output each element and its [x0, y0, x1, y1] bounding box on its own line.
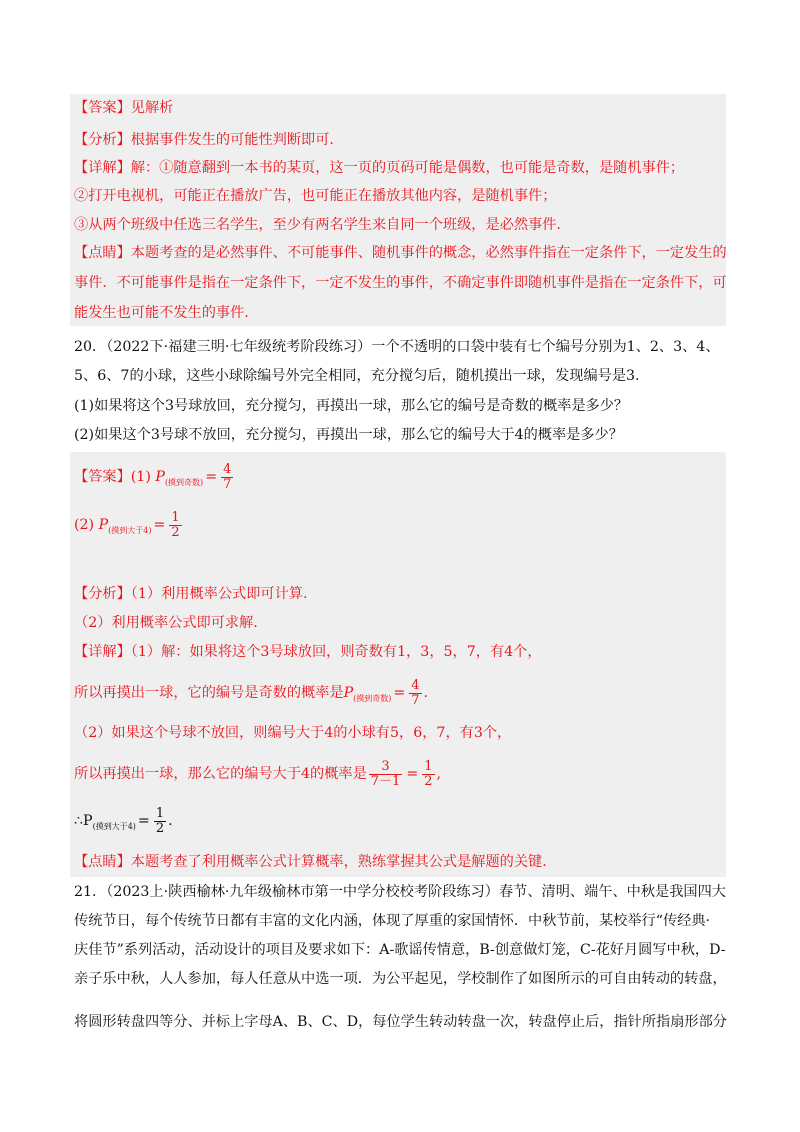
- comment-text: 本题考查了利用概率公式计算概率，熟练掌握其公式是解题的关键.: [130, 854, 547, 870]
- q19-analysis-line: [74, 130, 334, 150]
- equals-sign: =: [205, 469, 218, 485]
- q19-detail-line-1: [74, 158, 684, 178]
- q20-detail-line-1: [74, 642, 542, 662]
- therefore-probability: ∴P: [74, 813, 93, 829]
- q19-detail-line-3: ③从两个班级中任选三名学生，至少有两名学生来自同一个班级，是必然事件.: [74, 217, 561, 233]
- detail-text: 所以再摸出一球，那么它的编号大于4的概率是: [74, 766, 367, 782]
- fraction: [369, 760, 403, 789]
- probability-symbol: P: [155, 469, 165, 485]
- numerator: 1: [424, 758, 433, 774]
- detail-text: （1）解：如果将这个3号球放回，则奇数有1，3，5，7，有4个，: [130, 644, 542, 660]
- detail-tag: 【详解】: [74, 644, 131, 660]
- numerator: 1: [171, 509, 180, 525]
- q20-detail-line-5: [74, 804, 173, 844]
- q21-stem-line-5: 将圆形转盘四等分、并标上字母A、B、C、D，每位学生转动转盘一次，转盘停止后，指针所指扇形部分: [74, 1014, 727, 1030]
- comment-text: 本题考查的是必然事件、不可能事件、随机事件的概念，必然事件指在一定条件下，一定发生的: [130, 245, 727, 261]
- fraction: [169, 511, 181, 540]
- detail-text: 所以再摸出一球，它的编号是奇数的概率是: [74, 685, 344, 701]
- q20-analysis-line-1: [74, 584, 307, 604]
- q19-comment-line-1: [74, 243, 727, 263]
- period: .: [423, 685, 429, 701]
- denominator: 7－1: [370, 773, 401, 789]
- denominator: 2: [155, 820, 165, 836]
- analysis-text: 根据事件发生的可能性判断即可.: [130, 132, 334, 148]
- numerator: 1: [155, 805, 165, 821]
- answer-tag: 【答案】: [74, 100, 131, 116]
- denominator: 7: [223, 476, 232, 492]
- q20-comment-line: [74, 852, 547, 872]
- comment-tag: 【点睛】: [74, 854, 131, 870]
- analysis-tag: 【分析】: [74, 586, 131, 602]
- q21-stem-line-4: 亲子乐中秋，人人参加，每人任意从中选一项．为公平起见，学校制作了如图所示的可自由转动的转盘，: [74, 971, 727, 987]
- q20-subquestion-1: (1)如果将这个3号球放回，充分搅匀，再摸出一球，那么它的编号是奇数的概率是多少？: [74, 398, 629, 414]
- denominator: 2: [424, 773, 433, 789]
- numerator: 4: [223, 461, 232, 477]
- numerator: 3: [369, 760, 403, 775]
- fraction: [154, 807, 166, 836]
- q21-stem-line-1: 21．（2023上·陕西榆林·九年级榆林市第一中学分校校考阶段练习）春节、清明、端午、中秋是我国四大: [74, 884, 726, 900]
- q20-stem-line-1: 20．（2022下·福建三明·七年级统考阶段练习）一个不透明的口袋中装有七个编号分别为1、2、3、4、: [74, 339, 720, 355]
- fraction: [221, 463, 233, 492]
- analysis-tag: 【分析】: [74, 132, 131, 148]
- probability-symbol: P: [98, 517, 109, 533]
- probability-subscript: (摸到大于4): [92, 822, 136, 831]
- q19-answer-line: [74, 98, 173, 118]
- q20-stem-line-2: 5、6、7的小球，这些小球除编号外完全相同，充分搅匀后，随机摸出一球，发现编号是3.: [74, 368, 640, 384]
- denominator: 2: [171, 524, 180, 540]
- q20-detail-line-2: [74, 676, 428, 716]
- q20-answer-line-2: [74, 508, 184, 548]
- period: .: [168, 813, 173, 829]
- probability-subscript: (摸到大于4): [108, 526, 152, 535]
- q19-detail-line-2: ②打开电视机，可能正在播放广告，也可能正在播放其他内容，是随机事件；: [74, 188, 557, 204]
- q21-stem-line-3: 庆佳节”系列活动，活动设计的项目及要求如下：A-歌谣传情意，B-创意做灯笼，C-花好月圆写中秋，D-: [74, 942, 726, 958]
- denominator: 7: [411, 692, 420, 708]
- comma: ,: [436, 766, 442, 782]
- q21-stem-line-2: 传统节日，每个传统节日都有丰富的文化内涵，体现了厚重的家国情怀．中秋节前，某校举行“传经典·: [74, 913, 711, 929]
- q19-comment-line-3: 能发生也可能不发生的事件.: [74, 305, 249, 321]
- comment-tag: 【点睛】: [74, 245, 131, 261]
- probability-symbol: P: [343, 685, 354, 701]
- q19-comment-line-2: 事件．不可能事件是指在一定条件下，一定不发生的事件，不确定事件即随机事件是指在一定条件下，可: [74, 275, 727, 291]
- detail-tag: 【详解】: [74, 160, 131, 176]
- equals-sign: =: [393, 685, 406, 701]
- answer-1-prefix: (1): [130, 469, 151, 485]
- q20-detail-line-3: （2）如果这个号球不放回，则编号大于4的小球有5，6，7，有3个，: [74, 725, 512, 741]
- q20-subquestion-2: (2)如果这个3号球不放回，充分搅匀，再摸出一球，那么它的编号大于4的概率是多少？: [74, 427, 623, 443]
- answer-tag: 【答案】: [74, 469, 131, 485]
- equals-sign: =: [137, 813, 150, 829]
- numerator: 4: [411, 677, 420, 693]
- fraction: [409, 679, 421, 708]
- q20-detail-line-4: [74, 757, 441, 791]
- q20-analysis-line-2: （2）利用概率公式即可求解.: [74, 615, 258, 631]
- q20-answer-line-1: [74, 460, 235, 500]
- detail-text: 解：①随意翻到一本书的某页，这一页的页码可能是偶数，也可能是奇数，是随机事件；: [130, 160, 685, 176]
- analysis-text: （1）利用概率公式即可计算.: [130, 586, 308, 602]
- answer-2-prefix: (2): [74, 517, 95, 533]
- probability-subscript: (摸到奇数): [164, 478, 204, 487]
- equals-sign: =: [153, 517, 166, 533]
- answer-text: 见解析: [130, 100, 174, 116]
- fraction: [422, 760, 434, 789]
- equals-sign: =: [406, 766, 419, 782]
- probability-subscript: (摸到奇数): [353, 694, 392, 703]
